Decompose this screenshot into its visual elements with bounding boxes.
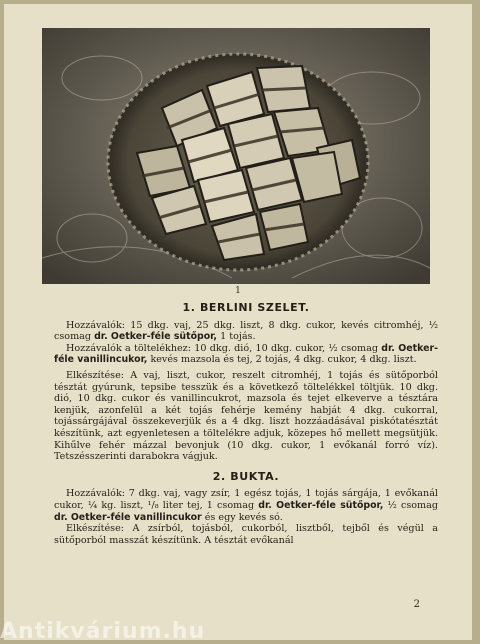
filling-text: 10 dkg. dió, 10 dkg. cukor, ½ csomag xyxy=(194,342,378,354)
recipe-2-title: 2. BUKTA. xyxy=(212,469,280,483)
filling-label: Hozzávalók a töltelékhez: xyxy=(66,342,191,354)
ingredients-end: és egy kevés só. xyxy=(204,511,283,523)
recipe-2-ingredients xyxy=(54,488,438,523)
ingredients-mid: ½ csomag xyxy=(387,499,438,511)
brand-text: dr. Oetker-féle vanillincukor xyxy=(54,511,202,523)
recipe-2-preparation xyxy=(54,523,438,546)
recipe-1-ingredients xyxy=(54,320,438,343)
prep-text: A vaj, liszt, cukor, reszelt citromhéj, 1 tojás és sütőporból tésztát gyúrunk, tepsibe tesszük és a következő töltelékkel töltjük. 10 dkg. dió, 10 dkg. cukor és vanillincukrot, mazsola és tejet elkeverve a tésztára kenjük, azonfelül a két tojás fehérje kemény habját 4 dkg. cukorral, tojássárgájával összekeverjük és a 4 dkg. liszt hozzáadásával piskótatésztát készítünk, azt egyenletesen a töltelékre adjuk, közepes hő mellett megsütjük. Kihűlve fehér mázzal bevonjuk (10 dkg. cukor, 1 evőkanál forró víz). Tetszésszerinti darabokra vágjuk. xyxy=(54,369,438,463)
prep-label: Elkészítése: xyxy=(66,523,124,535)
brand-text: dr. Oetker-féle sütőpor, xyxy=(94,331,217,343)
brand-text: dr. Oetker-féle sütőpor, xyxy=(258,499,384,511)
recipe-page xyxy=(4,4,472,640)
figure-number: 1 xyxy=(235,286,241,296)
cake-photo-illustration xyxy=(42,28,430,284)
recipe-text xyxy=(54,300,438,546)
ingredients-text: 15 dkg. vaj, 25 dkg. liszt, 8 dkg. cukor, kevés citromhéj, ½ csomag xyxy=(54,319,438,343)
ingredients-label: Hozzávalók: xyxy=(66,319,126,331)
ingredients-end: 1 tojás. xyxy=(220,331,256,343)
filling-end: kevés mazsola és tej, 2 tojás, 4 dkg. cukor, 4 dkg. liszt. xyxy=(150,354,417,366)
recipe-1-filling xyxy=(54,343,438,366)
recipe-1-preparation xyxy=(54,370,438,463)
watermark-text: Antikvárium.hu xyxy=(0,619,206,644)
page-number: 2 xyxy=(413,599,420,610)
prep-text: A zsírból, tojásból, cukorból, lisztből, tejből és végül a sütőporból masszát készítünk. A tésztát evőkanál xyxy=(54,523,438,546)
prep-label: Elkészítése: xyxy=(66,369,124,381)
ingredients-label: Hozzávalók: xyxy=(66,488,126,500)
ingredients-text: 7 dkg. vaj, vagy zsír, 1 egész tojás, 1 tojás sárgája, 1 evőkanál cukor, ¼ kg. liszt, ¹/₈ liter tej, 1 csomag xyxy=(54,488,438,511)
recipe-1-title: 1. BERLINI SZELET. xyxy=(182,301,310,314)
brand-text: dr. Oetker-féle vanillincukor, xyxy=(54,342,438,366)
cake-photo xyxy=(42,28,430,284)
